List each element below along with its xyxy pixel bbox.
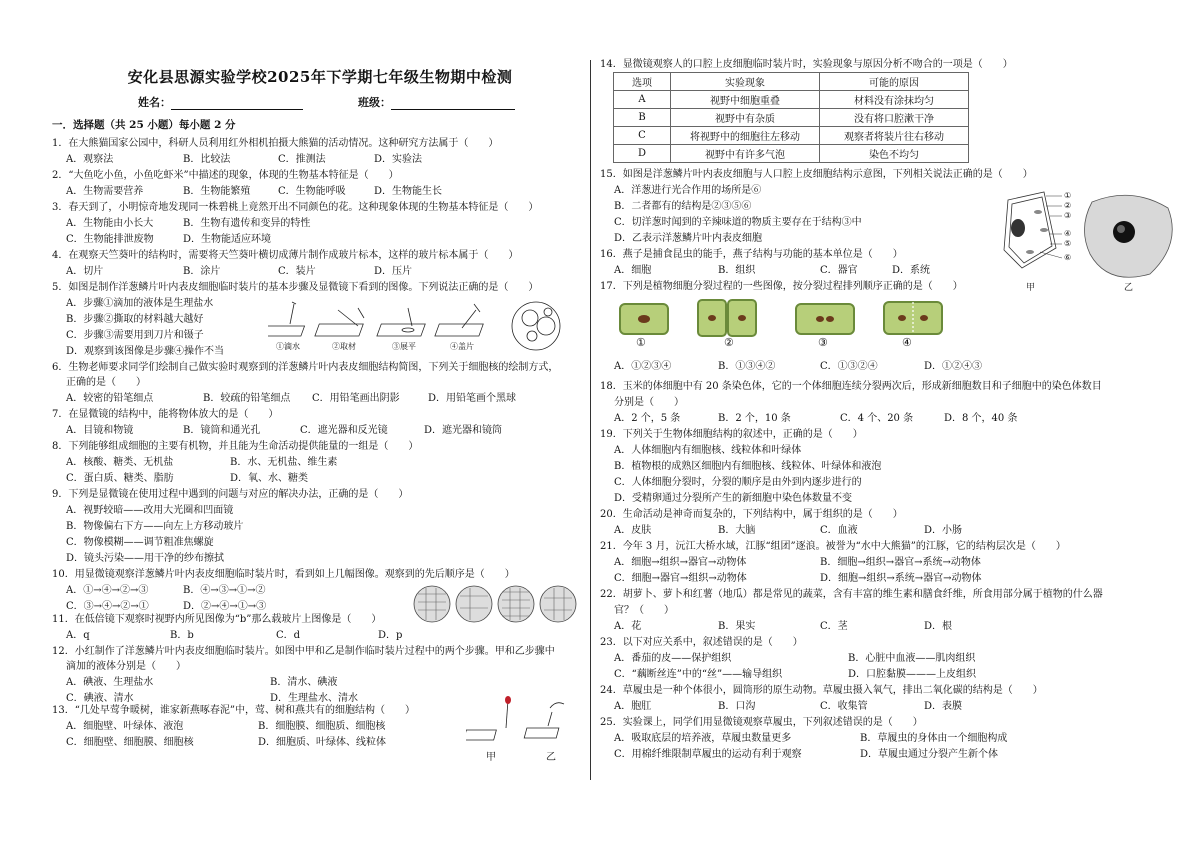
table-header-row [614, 73, 969, 91]
q14-table [613, 72, 969, 163]
name-label: 姓名： [138, 96, 171, 109]
option-c[interactable]: C．茎 [820, 621, 848, 632]
option-c[interactable]: C．血液 [820, 525, 858, 536]
option-a[interactable]: A．较密的铅笔细点 [66, 393, 154, 404]
option-d[interactable]: D．压片 [374, 266, 413, 277]
division-stage-label: ③ [818, 336, 828, 349]
option-d[interactable]: D．8 个，40 条 [944, 413, 1018, 424]
table-header: 选项 [614, 73, 671, 91]
option-a[interactable]: A．切片 [66, 266, 104, 277]
option-c[interactable]: C．物像模糊——调节粗准焦螺旋 [66, 537, 214, 548]
option-b[interactable]: B．草履虫的身体由一个细胞构成 [860, 733, 1008, 744]
option-d[interactable]: D．p [378, 630, 403, 641]
division-stage-label: ② [724, 336, 734, 349]
question-stem: 17．下列是植物细胞分裂过程的一些图像，按分裂过程排列顺序正确的是（ ） [600, 281, 963, 292]
question-stem: 23．以下对应关系中，叙述错误的是（ ） [600, 637, 803, 648]
option-c[interactable]: C．“藕断丝连”中的“丝”——输导组织 [614, 669, 783, 680]
option-d[interactable]: D．根 [924, 621, 953, 632]
table-header: 可能的原因 [820, 73, 969, 91]
option-a[interactable]: A．观察法 [66, 154, 114, 165]
option-a[interactable]: A．花 [614, 621, 642, 632]
question-stem: 7．在显微镜的结构中，能将物体放大的是（ ） [52, 409, 279, 420]
option-a[interactable]: A．皮肤 [614, 525, 652, 536]
page-title: 安化县思源实验学校2025年下学期七年级生物期中检测 [127, 68, 513, 86]
option-d[interactable]: D．镜头污染——用干净的纱布擦拭 [66, 553, 225, 564]
option-b[interactable]: B．生物有遗传和变异的特性 [183, 218, 311, 229]
question-stem: 16．燕子是捕食昆虫的能手，燕子结构与功能的基本单位是（ ） [600, 249, 903, 260]
option-d[interactable]: D．实验法 [374, 154, 423, 165]
name-field[interactable] [138, 94, 303, 110]
option-b[interactable]: B．清水、碘液 [270, 677, 338, 688]
option-d[interactable]: D．观察到该图像是步骤④操作不当 [66, 346, 225, 357]
option-d[interactable]: D．表膜 [924, 701, 963, 712]
table-cell: C [614, 127, 671, 145]
question-stem: 14．显微镜观察人的口腔上皮细胞临时装片时，实验现象与原因分析不吻合的一项是（ ） [600, 59, 1013, 70]
option-c[interactable]: C．推测法 [278, 154, 326, 165]
microscope-views-figure [412, 584, 580, 628]
option-a[interactable]: A．视野较暗——改用大光圈和凹面镜 [66, 505, 234, 516]
structure-label: ② [1064, 201, 1072, 210]
option-a[interactable]: A．细胞→组织→器官→动物体 [614, 557, 747, 568]
table-cell: 视野中有杂质 [671, 109, 820, 127]
option-b[interactable]: B．④→③→①→② [183, 585, 266, 596]
option-a[interactable]: A．①→④→②→③ [66, 585, 149, 596]
question-stem: 6．生物老师要求同学们绘制自己做实验时观察到的洋葱鳞片叶内表皮细胞结构简图，下列关于细胞核的绘制方式， [52, 362, 559, 373]
question-stem: 15．如图是洋葱鳞片叶内表皮细胞与人口腔上皮细胞结构示意图，下列相关说法正确的是（ ） [600, 169, 1033, 180]
option-c[interactable]: C．4 个、20 条 [840, 413, 914, 424]
question-stem: 8．下列能够组成细胞的主要有机物，并且能为生命活动提供能量的一组是（ ） [52, 441, 419, 452]
option-c[interactable]: C．蛋白质、糖类、脂肪 [66, 473, 174, 484]
option-b[interactable]: B．细胞→组织→器官→系统→动物体 [820, 557, 981, 568]
step-caption: ④盖片 [450, 342, 474, 351]
section-heading: 一．选择题（共 25 小题）每小题 2 分 [52, 119, 236, 131]
structure-label: ① [1064, 191, 1072, 200]
step-caption: ③展平 [392, 342, 416, 351]
option-c[interactable]: C．①③②④ [820, 361, 878, 372]
figure-label-jia: 甲 [486, 752, 496, 763]
structure-label: ⑥ [1064, 253, 1072, 262]
option-c[interactable]: C．步骤③需要用到刀片和镊子 [66, 330, 204, 341]
option-d[interactable]: D．遮光器和镜筒 [424, 425, 503, 436]
table-row [614, 145, 969, 163]
structure-label: ③ [1064, 211, 1072, 220]
table-cell: 视野中细胞重叠 [671, 91, 820, 109]
cell-division-figure [616, 298, 956, 338]
option-c[interactable]: C．用棉纤维限制草履虫的运动有利于观察 [614, 749, 802, 760]
question-stem-cont: 官？（ ） [614, 605, 674, 616]
table-row [614, 127, 969, 145]
option-a[interactable]: A．步骤①滴加的液体是生理盐水 [66, 298, 214, 309]
question-stem: 3．春天到了，小明惊奇地发现同一株碧桃上竟然开出不同颜色的花。这种现象体现的生物基本特征是（ ） [52, 202, 539, 213]
option-b[interactable]: B．大脑 [718, 525, 756, 536]
option-a[interactable]: A．①②③④ [614, 361, 672, 372]
option-a[interactable]: A．吸取底层的培养液，草履虫数量更多 [614, 733, 792, 744]
question-stem-cont: 正确的是（ ） [66, 377, 146, 388]
option-b[interactable]: B．较疏的铅笔细点 [203, 393, 291, 404]
option-b[interactable]: B．镜筒和通光孔 [183, 425, 261, 436]
option-b[interactable]: B．①③④② [718, 361, 776, 372]
option-c[interactable]: C．装片 [278, 266, 316, 277]
question-stem: 2．“大鱼吃小鱼，小鱼吃虾米”中描述的现象，体现的生物基本特征是（ ） [52, 170, 399, 181]
option-a[interactable]: A．q [66, 630, 90, 641]
option-d[interactable]: D．口腔黏膜———上皮组织 [848, 669, 977, 680]
option-c[interactable]: C．收集管 [820, 701, 868, 712]
option-c[interactable]: C．③→④→②→① [66, 601, 149, 612]
option-a[interactable]: A．人体细胞内有细胞核、线粒体和叶绿体 [614, 445, 802, 456]
option-b[interactable]: B．水、无机盐、维生素 [230, 457, 338, 468]
structure-label: ④ [1064, 229, 1072, 238]
option-a[interactable]: A．碘液、生理盐水 [66, 677, 154, 688]
option-c[interactable]: C．生物能排泄废物 [66, 234, 154, 245]
figure-label-jia: 甲 [1026, 283, 1036, 293]
option-d[interactable]: D．细胞→组织→系统→器官→动物体 [820, 573, 982, 584]
option-d[interactable]: D．乙表示洋葱鳞片叶内表皮细胞 [614, 233, 763, 244]
question-stem: 25．实验课上，同学们用显微镜观察草履虫，下列叙述错误的是（ ） [600, 717, 923, 728]
option-b[interactable]: B．二者都有的结构是②③⑤⑥ [614, 201, 752, 212]
question-stem: 18．玉米的体细胞中有 20 条染色体，它的一个体细胞连续分裂两次后，形成新细胞数目和子细胞中的染色体数目 [600, 381, 1102, 392]
option-b[interactable]: B．细胞膜、细胞质、细胞核 [258, 721, 386, 732]
question-stem: 10．用显微镜观察洋葱鳞片叶内表皮细胞临时装片时，看到如上几幅图像。观察到的先后顺序是（ ） [52, 569, 515, 580]
structure-label: ⑤ [1064, 239, 1072, 248]
option-d[interactable]: D．氧、水、糖类 [230, 473, 309, 484]
option-b[interactable]: B．心脏中血液——肌肉组织 [848, 653, 976, 664]
option-c[interactable]: C．用铅笔画出阴影 [312, 393, 400, 404]
question-stem: 13．“几处早莺争暖树，谁家新燕啄春泥”中，莺、树和燕共有的细胞结构（ ） [52, 705, 415, 716]
option-b[interactable]: B．口沟 [718, 701, 756, 712]
slide-steps-figure [268, 300, 568, 356]
class-field[interactable] [358, 94, 515, 110]
option-a[interactable]: A．生物需要营养 [66, 186, 144, 197]
table-row [614, 109, 969, 127]
option-b[interactable]: B．比较法 [183, 154, 231, 165]
option-b[interactable]: B．涂片 [183, 266, 221, 277]
question-stem: 9．下列是显微镜在使用过程中遇到的问题与对应的解决办法，正确的是（ ） [52, 489, 409, 500]
option-b[interactable]: B．组织 [718, 265, 756, 276]
question-stem: 19．下列关于生物体细胞结构的叙述中，正确的是（ ） [600, 429, 863, 440]
option-c[interactable]: C．器官 [820, 265, 858, 276]
option-a[interactable]: A．目镜和物镜 [66, 425, 134, 436]
table-cell: 材料没有涂抹均匀 [820, 91, 969, 109]
question-stem: 22．胡萝卜、萝卜和红薯（地瓜）都是常见的蔬菜，含有丰富的维生素和膳食纤维，所食用部分属于植物的什么器 [600, 589, 1103, 600]
option-a[interactable]: A．细胞 [614, 265, 652, 276]
step-caption: ①滴水 [276, 342, 300, 351]
table-cell: 染色不均匀 [820, 145, 969, 163]
option-a[interactable]: A．细胞壁、叶绿体、液泡 [66, 721, 184, 732]
table-cell: 视野中有许多气泡 [671, 145, 820, 163]
question-stem: 4．在观察天竺葵叶的结构时，需要将天竺葵叶横切成薄片制作成玻片标本，这样的玻片标本属于（ ） [52, 250, 519, 261]
option-b[interactable]: B．2 个，10 条 [718, 413, 791, 424]
option-a[interactable]: A．番茄的皮——保护组织 [614, 653, 732, 664]
option-b[interactable]: B．步骤②撕取的材料越大越好 [66, 314, 204, 325]
question-stem: 21．今年 3 月，沅江大桥水域，江豚“组团”逐浪。被誉为“水中大熊猫”的江豚，它的结构层次是（ ） [600, 541, 1066, 552]
option-c[interactable]: C．碘液、清水 [66, 693, 134, 704]
option-c[interactable]: C．d [276, 630, 301, 641]
option-c[interactable]: C．遮光器和反光镜 [300, 425, 388, 436]
figure-label-yi: 乙 [546, 752, 556, 763]
question-stem-cont: 分别是（ ） [614, 397, 684, 408]
option-d[interactable]: D．生物能适应环境 [183, 234, 272, 245]
option-a[interactable]: A．2 个，5 条 [614, 413, 681, 424]
option-d[interactable]: D．生物能生长 [374, 186, 443, 197]
option-b[interactable]: B．生物能繁殖 [183, 186, 251, 197]
table-cell: 没有将口腔漱干净 [820, 109, 969, 127]
option-c[interactable]: C．生物能呼吸 [278, 186, 346, 197]
option-d[interactable]: D．用铅笔画个黑球 [428, 393, 517, 404]
option-d[interactable]: D．受精卵通过分裂所产生的新细胞中染色体数量不变 [614, 493, 853, 504]
class-label: 班级： [358, 96, 391, 109]
table-cell: A [614, 91, 671, 109]
option-a[interactable]: A．核酸、糖类、无机盐 [66, 457, 174, 468]
option-a[interactable]: A．洋葱进行光合作用的场所是⑥ [614, 185, 762, 196]
option-d[interactable]: D．②→④→①→③ [183, 601, 267, 612]
cell-diagram-figure [1000, 186, 1180, 282]
option-c[interactable]: C．细胞壁、细胞膜、细胞核 [66, 737, 194, 748]
question-stem: 12．小红制作了洋葱鳞片叶内表皮细胞临时装片。如图中甲和乙是制作临时装片过程中的两个步骤。甲和乙步骤中 [52, 646, 555, 657]
division-stage-label: ④ [902, 336, 912, 349]
table-cell: 将视野中的细胞往左移动 [671, 127, 820, 145]
option-c[interactable]: C．切洋葱时闻到的辛辣味道的物质主要存在于结构③中 [614, 217, 862, 228]
option-d[interactable]: D．生理盐水、清水 [270, 693, 359, 704]
option-b[interactable]: B．果实 [718, 621, 756, 632]
option-a[interactable]: A．生物能由小长大 [66, 218, 154, 229]
table-cell: D [614, 145, 671, 163]
table-row [614, 91, 969, 109]
table-header: 实验现象 [671, 73, 820, 91]
question-stem: 11．在低倍镜下观察时视野内所见图像为“b”那么载玻片上图像是（ ） [52, 614, 382, 625]
question-stem: 24．草履虫是一种个体很小，圆筒形的原生动物。草履虫摄入氧气，排出二氧化碳的结构是（ ） [600, 685, 1043, 696]
option-d[interactable]: D．①②④③ [924, 361, 983, 372]
option-c[interactable]: C．细胞→器官→组织→动物体 [614, 573, 747, 584]
option-d[interactable]: D．细胞质、叶绿体、线粒体 [258, 737, 387, 748]
option-b[interactable]: B．b [170, 630, 194, 641]
option-d[interactable]: D．草履虫通过分裂产生新个体 [860, 749, 999, 760]
question-stem: 20．生命活动是神奇而复杂的，下列结构中，属于组织的是（ ） [600, 509, 903, 520]
column-divider [590, 60, 591, 780]
step-caption: ②取材 [332, 342, 356, 351]
option-c[interactable]: C．人体细胞分裂时，分裂的顺序是由外到内逐步进行的 [614, 477, 862, 488]
option-b[interactable]: B．物像偏右下方——向左上方移动玻片 [66, 521, 244, 532]
table-cell: 观察者将装片往右移动 [820, 127, 969, 145]
dropper-steps-figure [466, 694, 576, 752]
figure-label-yi: 乙 [1124, 283, 1134, 293]
division-stage-label: ① [636, 336, 646, 349]
question-stem: 5．如图是制作洋葱鳞片叶内表皮细胞临时装片的基本步骤及显微镜下看到的图像。下列说法正确的是（ ） [52, 282, 539, 293]
option-d[interactable]: D．小肠 [924, 525, 963, 536]
question-stem-cont: 滴加的液体分别是（ ） [66, 661, 186, 672]
option-a[interactable]: A．胞肛 [614, 701, 652, 712]
question-stem: 1．在大熊猫国家公园中，科研人员利用红外相机拍摄大熊猫的活动情况。这种研究方法属于（ ） [52, 138, 499, 149]
option-b[interactable]: B．植物根的成熟区细胞内有细胞核、线粒体、叶绿体和液泡 [614, 461, 882, 472]
option-d[interactable]: D．系统 [892, 265, 931, 276]
table-cell: B [614, 109, 671, 127]
